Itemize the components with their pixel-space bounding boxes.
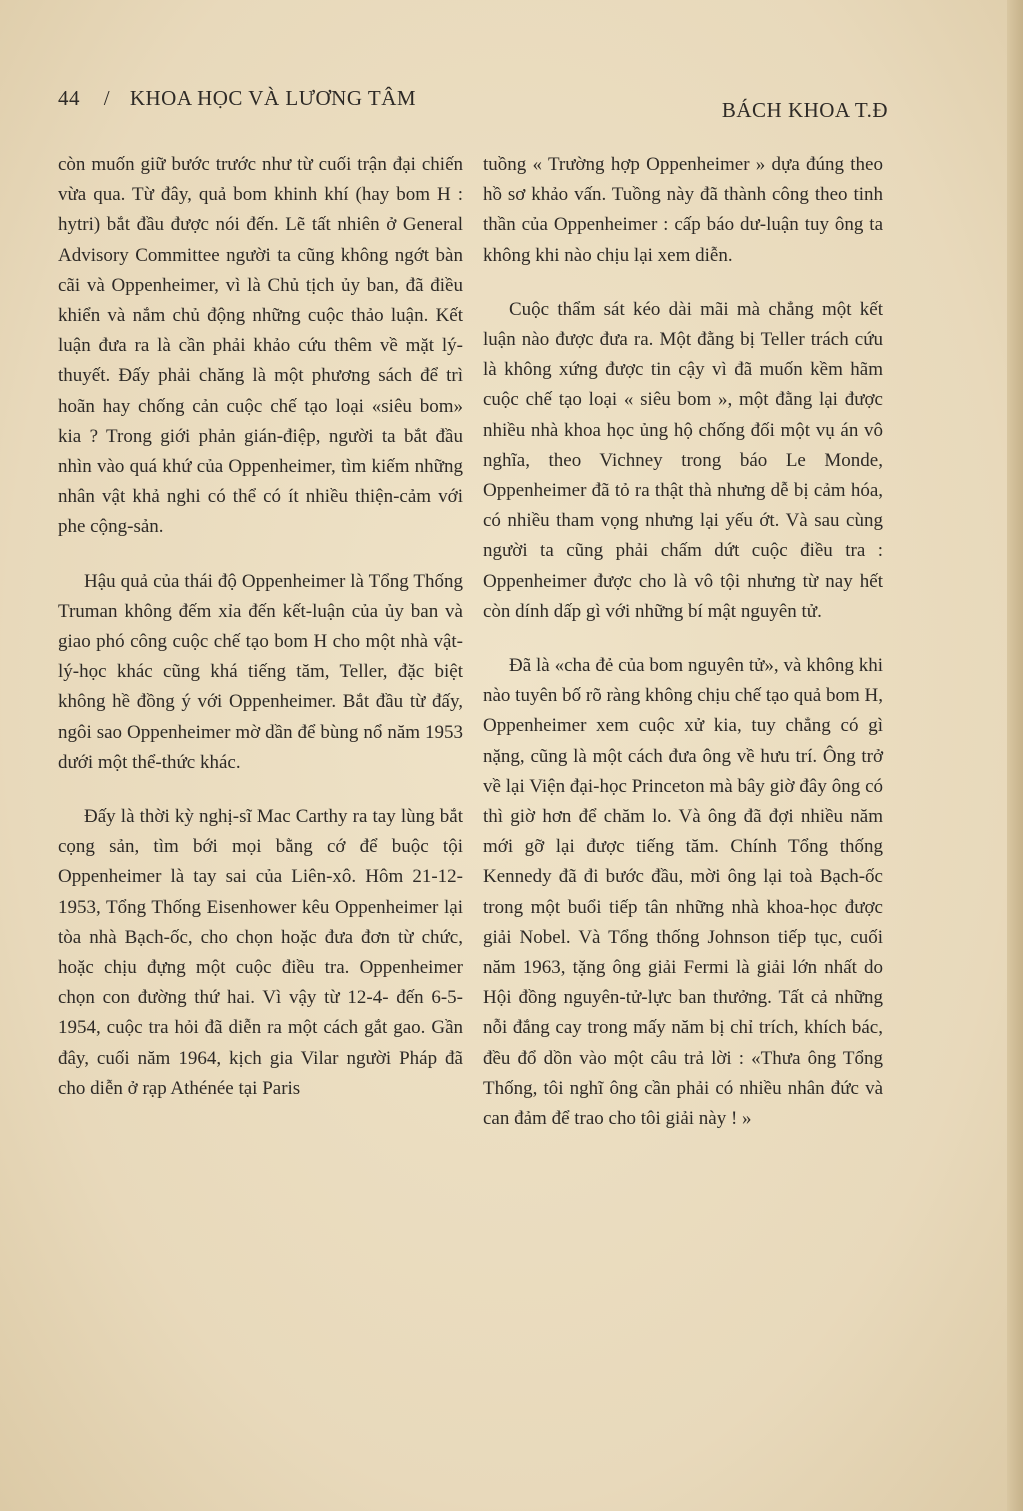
page-number: 44 bbox=[58, 86, 80, 110]
paragraph: Đã là «cha đẻ của bom nguyên tử», và không khi nào tuyên bố rõ ràng không chịu chế tạo quả bom H, Oppenheimer xem cuộc xử kia, tuy chẳng có gì nặng, cũng là một cách đưa ông về hưu trí. Ông trở về lại Viện đại-học Princeton mà bây giờ đây ông có thì giờ hơn để chăm lo. Và ông đã đợi nhiều năm mới gỡ lại được tiếng tăm. Chính Tổng thống Kennedy đã đi bước đầu, mời ông lại toà Bạch-ốc trong một buổi tiếp tân những nhà khoa-học được giải Nobel. Và Tổng thống Johnson tiếp tục, cuối năm 1963, tặng ông giải Fermi là giải lớn nhất do Hội đồng nguyên-tử-lực ban thưởng. Tất cả những nỗi đắng cay trong mấy năm bị chỉ trích, khích bác, đều đổ dồn vào một câu trả lời : «Thưa ông Tổng Thống, tôi nghĩ ông cần phải có nhiều nhân đức và can đảm để trao cho tôi giải này ! » bbox=[483, 655, 883, 1130]
paragraph: tuồng « Trường hợp Oppenheimer » dựa đúng theo hồ sơ khảo vấn. Tuồng này đã thành công theo tinh thần của Oppenheimer : cấp báo dư-luận tuy ông ta không khi nào chịu lại xem diễn. bbox=[483, 154, 883, 266]
header-left bbox=[58, 86, 416, 111]
right-column bbox=[483, 150, 883, 1158]
header-separator: / bbox=[103, 86, 111, 110]
page-spine-edge bbox=[1007, 0, 1023, 1511]
paragraph: Cuộc thẩm sát kéo dài mãi mà chẳng một kết luận nào được đưa ra. Một đằng bị Teller trách cứu là không xứng được tin cậy vì đã muốn kềm hãm cuộc chế tạo loại « siêu bom », một đằng lại được nhiều nhà khoa học ủng hộ chống đối một vụ án vô nghĩa, theo Vichney trong báo Le Monde, Oppenheimer đã tỏ ra thật thà nhưng dễ bị cảm hóa, có nhiều tham vọng nhưng lại yếu ớt. Và sau cùng người ta cũng phải chấm dứt cuộc điều tra : Oppenheimer được cho là vô tội nhưng từ nay hết còn dính dấp gì với những bí mật nguyên tử. bbox=[483, 298, 883, 622]
magazine-name: BÁCH KHOA T.Đ bbox=[721, 98, 888, 122]
paragraph: còn muốn giữ bước trước như từ cuối trận đại chiến vừa qua. Từ đây, quả bom khinh khí (hay bom H : hytri) bắt đầu được nói đến. Lẽ tất nhiên ở General Advisory Committee người ta cũng không ngớt bàn cãi và Oppenheimer, vì là Chủ tịch ủy ban, đã điều khiển và nắm chủ động những cuộc thảo luận. Kết luận đưa ra là cần phải khảo cứu thêm về mặt lý-thuyết. Đấy phải chăng là một phương sách để trì hoãn hay chống cản cuộc chế tạo loại «siêu bom» kia ? Trong giới phản gián-điệp, người ta bắt đầu nhìn vào quá khứ của Oppenheimer, tìm kiếm những nhân vật khả nghi có thể có ít nhiều thiện-cảm với phe cộng-sản. bbox=[58, 154, 463, 538]
section-title: KHOA HỌC VÀ LƯƠNG TÂM bbox=[129, 86, 417, 110]
left-column bbox=[58, 150, 463, 1128]
running-header bbox=[58, 86, 888, 126]
paragraph: Đấy là thời kỳ nghị-sĩ Mac Carthy ra tay lùng bắt cọng sản, tìm bới mọi bằng cớ để buộc tội Oppenheimer là tay sai của Liên-xô. Hôm 21-12-1953, Tổng Thống Eisenhower kêu Oppenheimer lại tòa nhà Bạch-ốc, cho chọn hoặc đưa đơn từ chức, hoặc chịu đựng một cuộc điều tra. Oppenheimer chọn con đường thứ hai. Vì vậy từ 12-4- đến 6-5-1954, cuộc tra hỏi đã diễn ra một cách gắt gao. Gần đây, cuối năm 1964, kịch gia Vilar người Pháp đã cho diễn ở rạp Athénée tại Paris bbox=[58, 806, 463, 1099]
paragraph: Hậu quả của thái độ Oppenheimer là Tổng Thống Truman không đếm xỉa đến kết-luận của ủy ban và giao phó công cuộc chế tạo bom H cho một nhà vật-lý-học khác cũng khá tiếng tăm, Teller, đặc biệt không hề đồng ý với Oppenheimer. Bắt đầu từ đấy, ngôi sao Oppenheimer mờ dần để bùng nổ năm 1953 dưới một thể-thức khác. bbox=[58, 570, 463, 773]
